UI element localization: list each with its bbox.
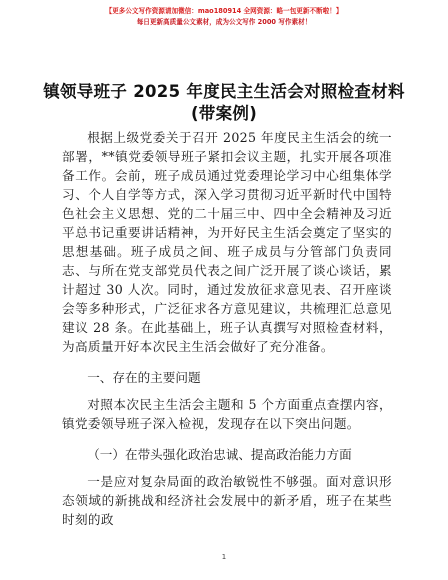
document-title <box>0 81 448 125</box>
document-title-line-1: 镇领导班子 2025 年度民主生活会对照检查材料 <box>43 82 405 101</box>
promo-banner-line-1: 【更多公文写作资源请加微信：mao180914 全网资源：略一包更新不断啦！】 <box>105 7 343 15</box>
subsection-heading-political-loyalty: （一）在带头强化政治忠诚、提高政治能力方面 <box>87 447 352 462</box>
promo-banner <box>0 6 448 28</box>
promo-banner-line-2: 每日更新高质量公文素材，成为公文写作 2000 写作素材！ <box>136 18 312 26</box>
problem-one-paragraph: 一是应对复杂局面的政治敏锐性不够强。面对意识形态领域的新挑战和经济社会发展中的新矛盾，班子在某些时刻的政 <box>62 474 392 527</box>
document-title-line-2: (带案例) <box>190 104 258 123</box>
page-number: 1 <box>221 553 227 561</box>
document-body <box>62 128 392 529</box>
section-heading-problems: 一、存在的主要问题 <box>87 370 201 385</box>
problems-intro-paragraph: 对照本次民主生活会主题和 5 个方面重点查摆内容，镇党委领导班子深入检视，发现存在以下突出问题。 <box>62 397 392 431</box>
intro-paragraph: 根据上级党委关于召开 2025 年度民主生活会的统一部署，**镇党委领导班子紧扣会议主题，扎实开展各项准备工作。会前，班子成员通过党委理论学习中心组集体学习、个人自学等方式，深入学习贯彻习近平新时代中国特色社会主义思想、党的二十届三中、四中全会精神及习近平总书记重要讲话精神，为开好民主生活会奠定了坚实的思想基础。班子成员之间、班子成员与分管部门负责同志、与所在党支部党员代表之间广泛开展了谈心谈话，累计超过 30 人次。同时，通过发放征求意见表、召开座谈会等多种形式，广泛征求各方意见建议，共梳理汇总意见建议 28 条。在此基础上，班子认真撰写对照检查材料，为高质量开好本次民主生活会做好了充分准备。 <box>62 130 392 354</box>
